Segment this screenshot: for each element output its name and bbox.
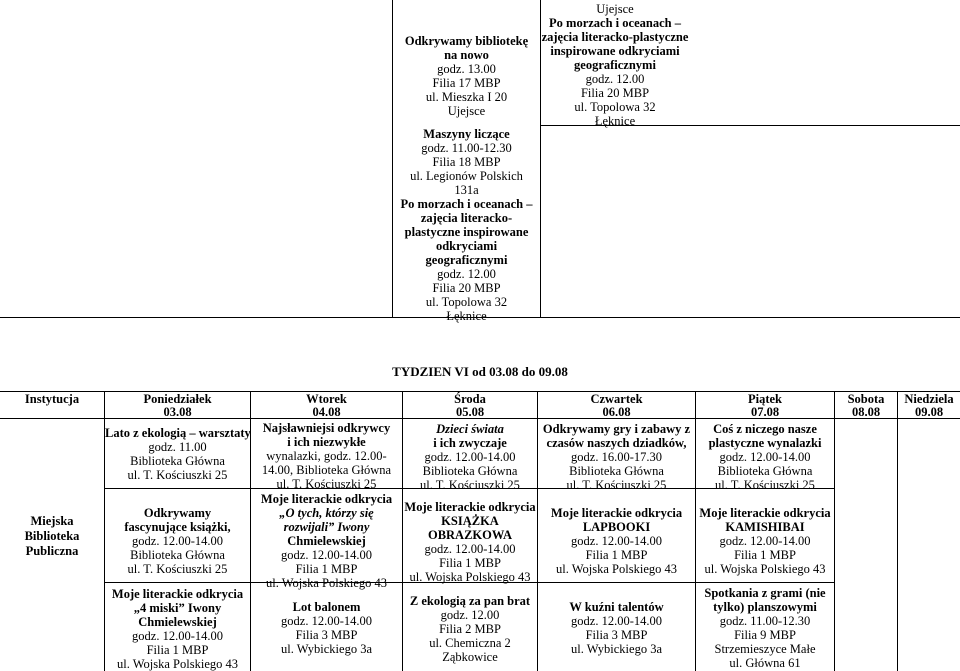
event-town: Łęknice — [446, 309, 487, 323]
event-time: godz. 12.00-14.00 — [571, 534, 662, 548]
day-date: 08.08 — [851, 405, 881, 419]
day-name: Czwartek — [590, 392, 643, 406]
event-title: KSIĄŻKA — [441, 514, 499, 528]
event-wed-3 — [403, 594, 537, 664]
event-address: ul. Wybickiego 3a — [280, 642, 372, 656]
event-address: ul. T. Kościuszki 25 — [566, 478, 667, 492]
event-address: ul. T. Kościuszki 25 — [420, 478, 520, 492]
event-title: inspirowane odkryciami — [550, 44, 680, 58]
event-fri-1 — [696, 422, 834, 492]
event-thu-2 — [538, 506, 695, 576]
event-title: fascynujące książki, — [124, 520, 231, 534]
event-title: Maszyny liczące — [423, 127, 510, 141]
header-sunday — [898, 393, 960, 419]
event-town: Ząbkowice — [442, 650, 498, 664]
day-date: 07.08 — [750, 405, 780, 419]
event-time: godz. 11.00 — [148, 440, 207, 454]
event-address: ul. Główna 61 — [729, 656, 801, 670]
top-mid-event-2 — [393, 127, 540, 197]
event-town: Ujejsce — [596, 2, 634, 16]
event-time: godz. 12.00-14.00 — [424, 542, 516, 556]
day-name: Niedziela — [904, 392, 954, 406]
event-title: Po morzach i oceanach – — [549, 16, 681, 30]
event-place: Biblioteka Główna — [569, 464, 664, 478]
event-title: Odkrywamy bibliotekę — [404, 34, 529, 48]
event-title: zajęcia literacko- — [420, 211, 513, 225]
event-time: godz. 12.00 — [585, 72, 645, 86]
event-address: ul. Chemiczna 2 — [429, 636, 511, 650]
event-title: Moje literackie odkrycia — [550, 506, 683, 520]
event-address: ul. Wojska Polskiego 43 — [556, 562, 677, 576]
event-title: Najsławniejsi odkrywcy — [262, 421, 391, 435]
event-wed-1 — [403, 422, 537, 492]
header-saturday — [835, 393, 897, 419]
header-wednesday — [403, 393, 537, 419]
event-title: Z ekologią za pan brat — [409, 594, 531, 608]
event-title: OBRAZKOWA — [427, 528, 513, 542]
event-thu-3 — [538, 600, 695, 656]
event-title: Spotkania z grami (nie — [704, 586, 826, 600]
event-title: Odkrywamy — [143, 506, 212, 520]
event-title: czasów naszych dziadków, — [546, 436, 687, 450]
header-thursday — [538, 393, 695, 419]
event-title: „O tych, którzy się — [279, 506, 374, 520]
event-address: ul. Wojska Polskiego 43 — [266, 576, 387, 590]
event-title: zajęcia literacko-plastyczne — [541, 30, 689, 44]
event-time: godz. 12.00 — [437, 267, 496, 281]
event-title: „4 miski” Iwony — [133, 601, 222, 615]
event-place: Filia 1 MBP — [585, 548, 648, 562]
event-place: Filia 20 MBP — [580, 86, 650, 100]
event-fri-3 — [696, 586, 834, 670]
event-title: W kuźni talentów — [569, 600, 664, 614]
event-time: godz. 12.00-14.00 — [132, 534, 223, 548]
event-address: ul. T. Kościuszki 25 — [715, 478, 815, 492]
event-title: tylko) planszowymi — [713, 600, 817, 614]
event-title: i ich zwyczaje — [433, 436, 507, 450]
event-address: ul. Wojska Polskiego 43 — [409, 570, 531, 584]
event-address: ul. Topolowa 32 — [574, 100, 656, 114]
event-fri-2 — [696, 506, 834, 576]
event-place: Biblioteka Główna — [130, 454, 225, 468]
event-title: Moje literackie odkrycia — [111, 587, 244, 601]
event-address: ul. T. Kościuszki 25 — [276, 477, 377, 491]
event-time: godz. 12.00-14.00 — [281, 548, 372, 562]
top-mid-event-3 — [393, 197, 540, 323]
event-time: godz. 12.00-14.00 — [719, 450, 811, 464]
institution-name — [0, 514, 104, 559]
institution-line: Publiczna — [25, 544, 79, 558]
event-address: ul. Wojska Polskiego 43 — [117, 657, 238, 671]
event-title: geograficznymi — [574, 58, 656, 72]
event-title: na nowo — [444, 48, 489, 62]
event-wed-2 — [403, 500, 537, 584]
event-place: Biblioteka Główna — [422, 464, 518, 478]
event-place: Filia 1 MBP — [734, 548, 796, 562]
event-title: rozwijali” Iwony — [283, 520, 370, 534]
event-mon-1 — [105, 426, 250, 482]
event-title: plastyczne wynalazki — [708, 436, 822, 450]
event-title: Moje literackie odkrycia — [404, 500, 536, 514]
event-place: Filia 1 MBP — [439, 556, 501, 570]
event-place: Filia 1 MBP — [146, 643, 209, 657]
event-thu-1 — [538, 422, 695, 492]
event-place: Filia 18 MBP — [432, 155, 501, 169]
event-time: godz. 12.00-14.00 — [719, 534, 811, 548]
top-right-event — [541, 2, 689, 128]
top-mid-event-1 — [393, 34, 540, 118]
day-name: Środa — [454, 392, 486, 406]
event-title: Coś z niczego nasze — [713, 422, 817, 436]
event-address: ul. Topolowa 32 — [425, 295, 508, 309]
event-title: Lot balonem — [292, 600, 361, 614]
header-tuesday — [251, 393, 402, 419]
event-time: godz. 11.00-12.30 — [421, 141, 512, 155]
event-title: Chmielewskiej — [287, 534, 366, 548]
event-tue-2 — [251, 492, 402, 590]
event-title: Moje literackie odkrycia — [699, 506, 831, 520]
event-place: Filia 2 MBP — [439, 622, 501, 636]
event-address: ul. Wybickiego 3a — [570, 642, 662, 656]
event-title: Odkrywamy gry i zabawy z — [542, 422, 691, 436]
institution-line: Biblioteka — [24, 529, 80, 543]
event-title: Chmielewskiej — [138, 615, 217, 629]
header-label: Instytucja — [24, 392, 80, 406]
header-monday — [105, 393, 250, 419]
event-title: Po morzach i oceanach – — [400, 197, 533, 211]
event-mon-3 — [105, 587, 250, 671]
event-time: godz. 12.00 — [440, 608, 500, 622]
event-place: Filia 3 MBP — [295, 628, 358, 642]
event-title: LAPBOOKI — [582, 520, 651, 534]
event-address: 131a — [454, 183, 479, 197]
event-place: 14.00, Biblioteka Główna — [261, 463, 392, 477]
event-town: Łęknice — [594, 114, 636, 128]
event-time: wynalazki, godz. 12.00- — [266, 449, 387, 463]
event-time: godz. 12.00-14.00 — [132, 629, 223, 643]
event-time: godz. 12.00-14.00 — [424, 450, 516, 464]
event-place: Biblioteka Główna — [717, 464, 813, 478]
event-tue-3 — [251, 600, 402, 656]
event-time: godz. 11.00-12.30 — [719, 614, 811, 628]
event-place: Filia 3 MBP — [585, 628, 648, 642]
event-tue-1 — [251, 421, 402, 491]
day-name: Sobota — [847, 392, 885, 406]
event-place: Filia 20 MBP — [432, 281, 501, 295]
event-mon-2 — [105, 506, 250, 576]
event-place: Filia 1 MBP — [295, 562, 358, 576]
day-date: 05.08 — [455, 405, 485, 419]
event-title: Moje literackie odkrycia — [260, 492, 393, 506]
event-town: Ujejsce — [447, 104, 486, 118]
event-address: ul. T. Kościuszki 25 — [127, 468, 228, 482]
event-address: ul. Mieszka I 20 — [425, 90, 508, 104]
event-time: godz. 12.00-14.00 — [571, 614, 662, 628]
event-place: Filia 9 MBP — [734, 628, 796, 642]
day-date: 04.08 — [312, 405, 341, 419]
event-time: godz. 12.00-14.00 — [281, 614, 372, 628]
header-friday — [696, 393, 834, 419]
day-name: Piątek — [747, 392, 783, 406]
day-date: 03.08 — [163, 405, 192, 419]
day-date: 09.08 — [914, 405, 944, 419]
event-time: godz. 16.00-17.30 — [571, 450, 662, 464]
day-name: Poniedziałek — [143, 392, 212, 406]
institution-line: Miejska — [30, 514, 74, 528]
event-town: Strzemieszyce Małe — [714, 642, 816, 656]
day-name: Wtorek — [306, 392, 347, 406]
event-title: KAMISHIBAI — [725, 520, 805, 534]
event-place: Filia 17 MBP — [432, 76, 501, 90]
header-institution — [0, 393, 104, 406]
event-title: Dzieci świata — [436, 422, 504, 436]
event-address: ul. Legionów Polskich — [410, 169, 523, 183]
event-title: geograficznymi — [425, 253, 508, 267]
event-address: ul. T. Kościuszki 25 — [127, 562, 228, 576]
event-title: odkryciami — [435, 239, 498, 253]
event-title: plastyczne inspirowane — [404, 225, 529, 239]
week-title: TYDZIEN VI od 03.08 do 09.08 — [392, 364, 568, 379]
event-time: godz. 13.00 — [437, 62, 496, 76]
day-date: 06.08 — [602, 405, 631, 419]
event-title: Lato z ekologią – warsztaty — [105, 426, 251, 440]
event-address: ul. Wojska Polskiego 43 — [704, 562, 826, 576]
event-place: Biblioteka Główna — [130, 548, 225, 562]
event-title: i ich niezwykłe — [287, 435, 366, 449]
